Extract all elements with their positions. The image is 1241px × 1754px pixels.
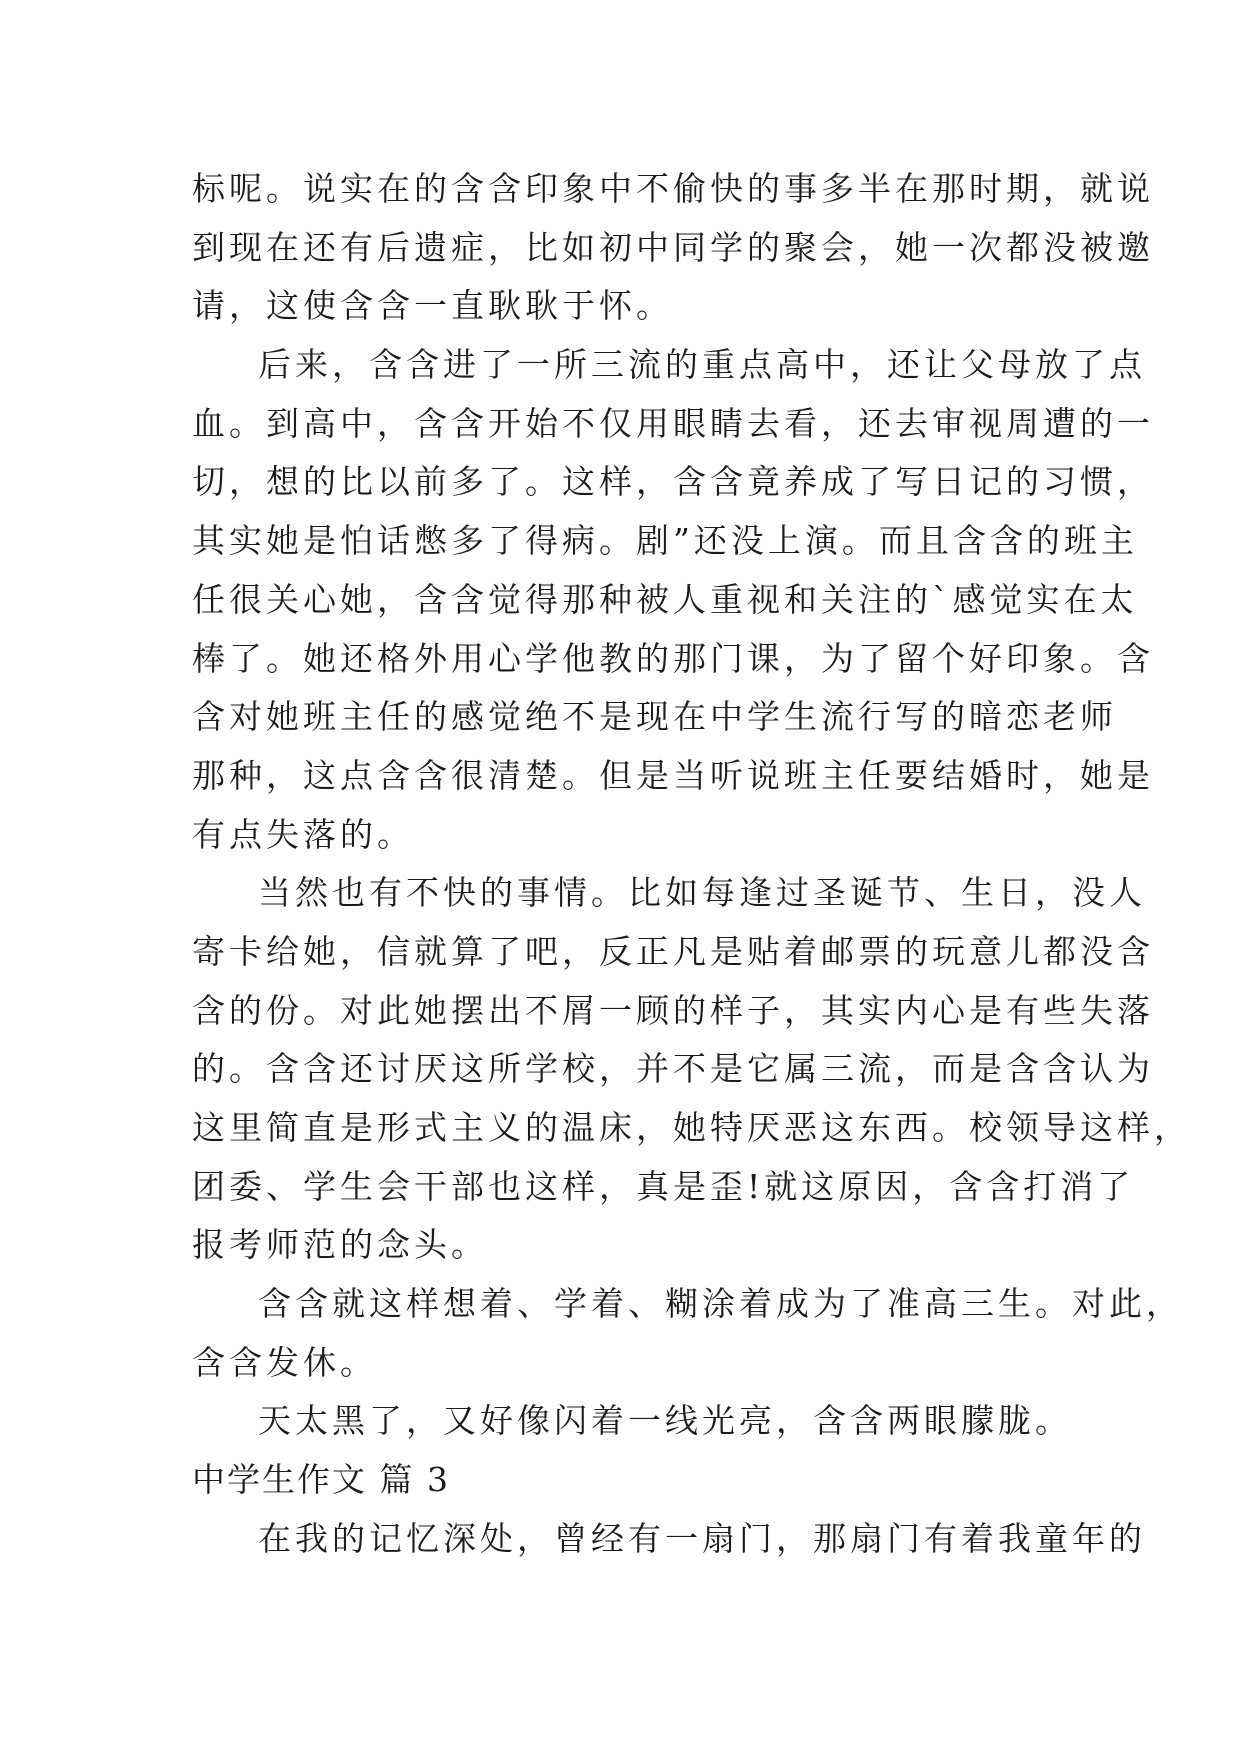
text-line: 标呢。说实在的含含印象中不偷快的事多半在那时期，就说 <box>192 169 1154 208</box>
text-line: 含对她班主任的感觉绝不是现在中学生流行写的暗恋老师 <box>192 697 1117 737</box>
text-line: 到现在还有后遗症，比如初中同学的聚会，她一次都没被邀 <box>192 227 1154 267</box>
text-line: 棒了。她还格外用心学他教的那门课，为了留个好印象。含 <box>192 638 1154 678</box>
text-line: 血。到高中，含含开始不仅用眼睛去看，还去审视周遭的一 <box>192 403 1154 443</box>
text-line: 切，想的比以前多了。这样，含含竟养成了写日记的习惯， <box>192 462 1154 502</box>
text-line: 报考师范的念头。 <box>192 1225 488 1265</box>
essay-body <box>192 160 1191 1569</box>
text-line: 寄卡给她，信就算了吧，反正凡是贴着邮票的玩意儿都没含 <box>192 931 1154 971</box>
text-line: 团委、学生会干部也这样，真是歪!就这原因，含含打消了 <box>192 1166 1135 1206</box>
text-line: 请，这使含含一直耿耿于怀。 <box>192 286 673 326</box>
paragraph-start-line: 天太黑了，又好像闪着一线光亮，含含两眼朦胧。 <box>258 1401 1072 1441</box>
paragraph-start-line: 后来，含含进了一所三流的重点高中，还让父母放了点 <box>258 345 1146 385</box>
paragraph-start-line: 含含就这样想着、学着、糊涂着成为了准高三生。对此， <box>258 1284 1183 1324</box>
paragraph-start-line: 在我的记忆深处，曾经有一扇门，那扇门有着我童年的 <box>258 1518 1146 1558</box>
text-line: 有点失落的。 <box>192 814 414 854</box>
section-heading: 中学生作文 篇 3 <box>192 1460 450 1500</box>
paragraph-start-line: 当然也有不快的事情。比如每逢过圣诞节、生日，没人 <box>258 873 1146 913</box>
text-line: 任很关心她，含含觉得那种被人重视和关注的`感觉实在太 <box>192 579 1138 619</box>
text-line: 含的份。对此她摆出不屑一顾的样子，其实内心是有些失落 <box>192 990 1154 1030</box>
text-line: 这里简直是形式主义的温床，她特厌恶这东西。校领导这样， <box>192 1108 1191 1147</box>
text-line: 含含发休。 <box>192 1342 377 1382</box>
text-line: 其实她是怕话憋多了得病。剧”还没上演。而且含含的班主 <box>192 521 1138 561</box>
text-line: 那种，这点含含很清楚。但是当听说班主任要结婚时，她是 <box>192 755 1154 795</box>
text-line: 的。含含还讨厌这所学校，并不是它属三流，而是含含认为 <box>192 1049 1154 1089</box>
